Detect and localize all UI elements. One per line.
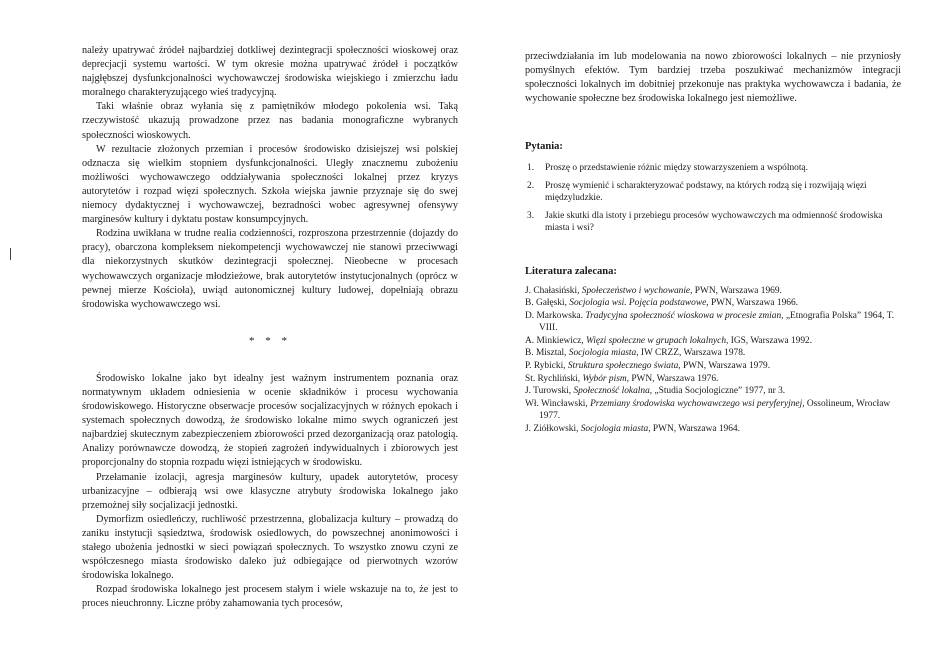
question-item: 2. Proszę wymienić i scharakteryzować podstawy, na których rodzą się i rozwijają więzi międzyludzkie. [527,180,867,203]
paragraph: W rezultacie złożonych przemian i procesów środowisko dzisiejszej wsi polskiej odznacza się wielkim stopniem dysfunkcjonalności. Uległy znacznemu zubożeniu możliwości wychowawczego oddziaływania społeczności lokalnej przez kryzys autorytetów i rozpad więzi społecznych. Szkoła wiejska jawnie przyznaje się do swej niemocy dydaktycznej i wychowawczej, bezradności wobec agresywnej ofensywy marginesów kultury i dyktatu postaw konsumpcyjnych. [82,143,458,226]
literature-list [525,285,901,436]
questions-list [525,162,901,235]
paragraph: należy upatrywać źródeł najbardziej dotkliwej dezintegracji społeczności wioskowej oraz deprecjacji systemu wartości. W tym okresie można upatrywać źródeł i początków najgłębszej dysfunkcjonalności wychowawczej środowiska wiejskiego i zmierzchu ładu moralnego charakteryzującego wieś tradycyjną. [82,45,458,99]
right-page [474,0,947,670]
margin-tick-mark [10,248,11,260]
section-separator: * * * [249,334,291,347]
paragraph: Przełamanie izolacji, agresja marginesów kultury, upadek autorytetów, procesy urbanizacyjne – odbierają wsi owe klasyczne atrybuty środowiska lokalnego jako przemożnej siły socjalizacji jednostki. [82,471,458,511]
literature-item: J. Chałasiński, Społeczeństwo i wychowanie, PWN, Warszawa 1969. [525,285,782,296]
paragraph: Taki właśnie obraz wyłania się z pamiętników młodego pokolenia wsi. Taką rzeczywistość ukazują prowadzone przez nas badania monograficzne wybranych społeczności wioskowych. [82,101,458,141]
literature-item: D. Markowska. Tradycyjna społeczność wioskowa w procesie zmian, „Etnografia Polska” 1964, T. VIII. [525,310,895,334]
questions-heading: Pytania: [525,141,563,152]
right-text-column [525,50,901,436]
literature-item: St. Rychliński, Wybór pism, PWN, Warszawa 1976. [525,373,719,384]
paragraph: Rozpad środowiska lokalnego jest procesem stałym i wiele wskazuje na to, że jest to proces nieuchronny. Liczne próby zahamowania tych procesów, [82,584,458,610]
paragraph: Dymorfizm osiedleńczy, ruchliwość przestrzenna, globalizacja kultury – prowadzą do zaniku instytucji sąsiedztwa, środowisk osiedlowych, do powszechnej anonimowości i stałego ubożenia jednostki w sieci powiązań społecznych. To wszystko znowu czyni ze współczesnego miasta środowisko daleko już odbiegające od pierwotnych wzorów środowiska lokalnego. [82,513,458,582]
literature-item: B. Misztal, Socjologia miasta, IW CRZZ, Warszawa 1978. [525,348,746,359]
left-text-column [82,44,458,611]
literature-item: A. Minkiewicz, Więzi społeczne w grupach lokalnych, IGS, Warszawa 1992. [525,335,813,346]
paragraph: Rodzina uwikłana w trudne realia codzienności, rozproszona przestrzennie (dojazdy do pracy), obarczona kompleksem niekompetencji wychowawczej nie stanowi przeciwwagi dla niekorzystnych skutków dezintegracji społecznej. Nieobecne w procesach wychowawczych organizacje młodzieżowe, brak autorytetów instytucjonalnych (oprócz w pewnej mierze Kościoła), uwiąd autonomicznej kultury ludowej, dopełniają obrazu środowiska wychowawczego wsi. [82,228,458,310]
literature-item: J. Turowski, Społeczność lokalna, „Studia Socjologiczne” 1977, nr 3. [525,386,786,397]
literature-item: J. Ziółkowski, Socjologia miasta, PWN, Warszawa 1964. [525,424,740,435]
literature-item: Wł. Wincławski, Przemiany środowiska wychowawczego wsi peryferyjnej, Ossolineum, Wrocław 1977. [525,398,891,422]
question-item: 1. Proszę o przedstawienie różnic między stowarzyszeniem a wspólnotą. [527,163,808,173]
literature-item: P. Rybicki, Struktura społecznego świata, PWN, Warszawa 1979. [525,361,771,372]
literature-item: B. Gałęski, Socjologia wsi. Pojęcia podstawowe, PWN, Warszawa 1966. [525,298,799,309]
continued-paragraph: przeciwdziałania im lub modelowania na nowo zbiorowości lokalnych – nie przyniosły pomyślnych efektów. Tym bardziej trzeba poszukiwać mechanizmów integracji społeczności lokalnych im dobitniej przekonuje nas praktyka wychowawcza i badania, że wychowanie społeczne bez środowiska lokalnego jest niemożliwe. [525,51,901,104]
question-item: 3. Jakie skutki dla istoty i przebiegu procesów wychowawczych ma odmienność środowiska miasta i wsi? [527,210,883,233]
paragraph: Środowisko lokalne jako byt idealny jest ważnym instrumentem poznania oraz normatywnym układem odniesienia w ocenie składników i procesu wychowania środowiskowego. Historyczne obserwacje procesów socjalizacyjnych w różnych epokach i systemach społecznych dowodzą, że środowisko lokalne mimo swych ograniczeń jest najbardziej skutecznym zabezpieczeniem zbiorowości przed dezorganizacją oraz patologią. Analizy porównawcze dowodzą, że stopień zagrożeń indywidualnych i zbiorowych jest proporcjonalny do stopnia rozpadu więzi istniejących w środowisku. [82,372,458,469]
literature-heading: Literatura zalecana: [525,265,617,277]
